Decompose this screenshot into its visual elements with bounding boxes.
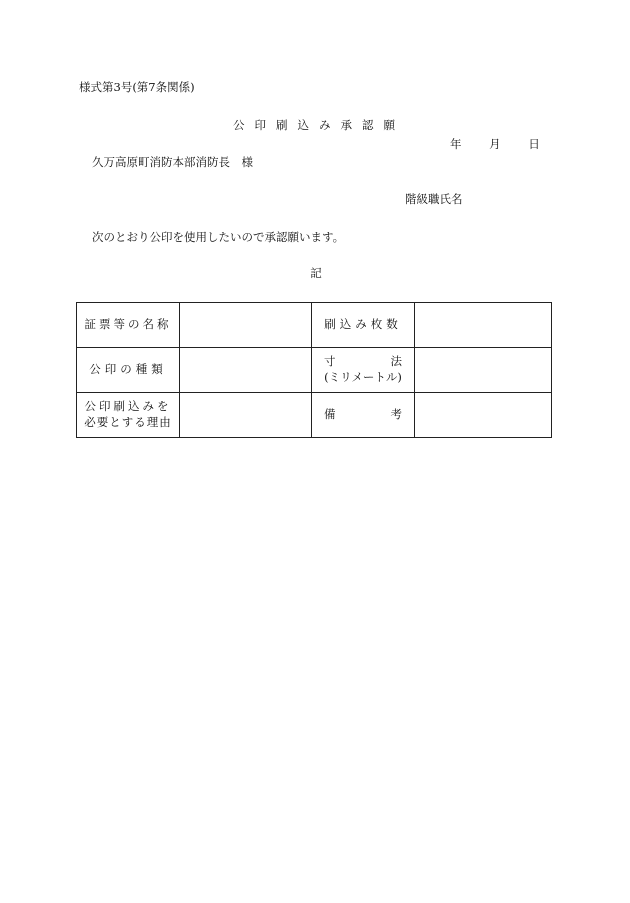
label-remarks-char-b: 考 — [390, 407, 402, 422]
label-remarks-char-a: 備 — [324, 407, 336, 422]
table-row — [77, 348, 552, 393]
value-certificate-name[interactable] — [180, 303, 312, 348]
label-print-count: 刷込み枚数 — [312, 303, 415, 348]
value-reason[interactable] — [180, 393, 312, 438]
document-title: 公印刷込み承認願 — [233, 118, 405, 132]
body-text: 次のとおり公印を使用したいので承認願います。 — [92, 230, 345, 244]
table-row — [77, 303, 552, 348]
label-reason-line2: 必要とする理由 — [84, 415, 172, 429]
value-seal-type[interactable] — [180, 348, 312, 393]
ki-heading: 記 — [310, 266, 322, 280]
date-day-label: 日 — [528, 137, 540, 151]
addressee: 久万高原町消防本部消防長 様 — [92, 155, 253, 169]
date-year-label: 年 — [450, 137, 462, 151]
applicant-label: 階級職氏名 — [405, 192, 463, 206]
value-dimensions[interactable] — [415, 348, 552, 393]
label-remarks-main — [312, 407, 414, 423]
table-row — [77, 393, 552, 438]
label-seal-type: 公印の種類 — [77, 348, 180, 393]
label-dimensions-main — [312, 354, 414, 370]
label-dimensions — [312, 348, 415, 393]
application-table — [76, 302, 552, 438]
value-remarks[interactable] — [415, 393, 552, 438]
date-line — [450, 139, 540, 151]
label-dimensions-char-a: 寸 — [324, 354, 336, 369]
date-month-label: 月 — [489, 137, 501, 151]
label-certificate-name: 証票等の名称 — [77, 303, 180, 348]
value-print-count[interactable] — [415, 303, 552, 348]
label-reason-line1: 公印刷込みを — [84, 399, 172, 414]
form-number: 様式第3号(第7条関係) — [79, 80, 195, 94]
label-dimensions-unit: (ミリメートル) — [324, 370, 402, 384]
label-remarks — [312, 393, 415, 438]
label-dimensions-char-b: 法 — [390, 354, 402, 369]
label-reason — [77, 393, 180, 438]
